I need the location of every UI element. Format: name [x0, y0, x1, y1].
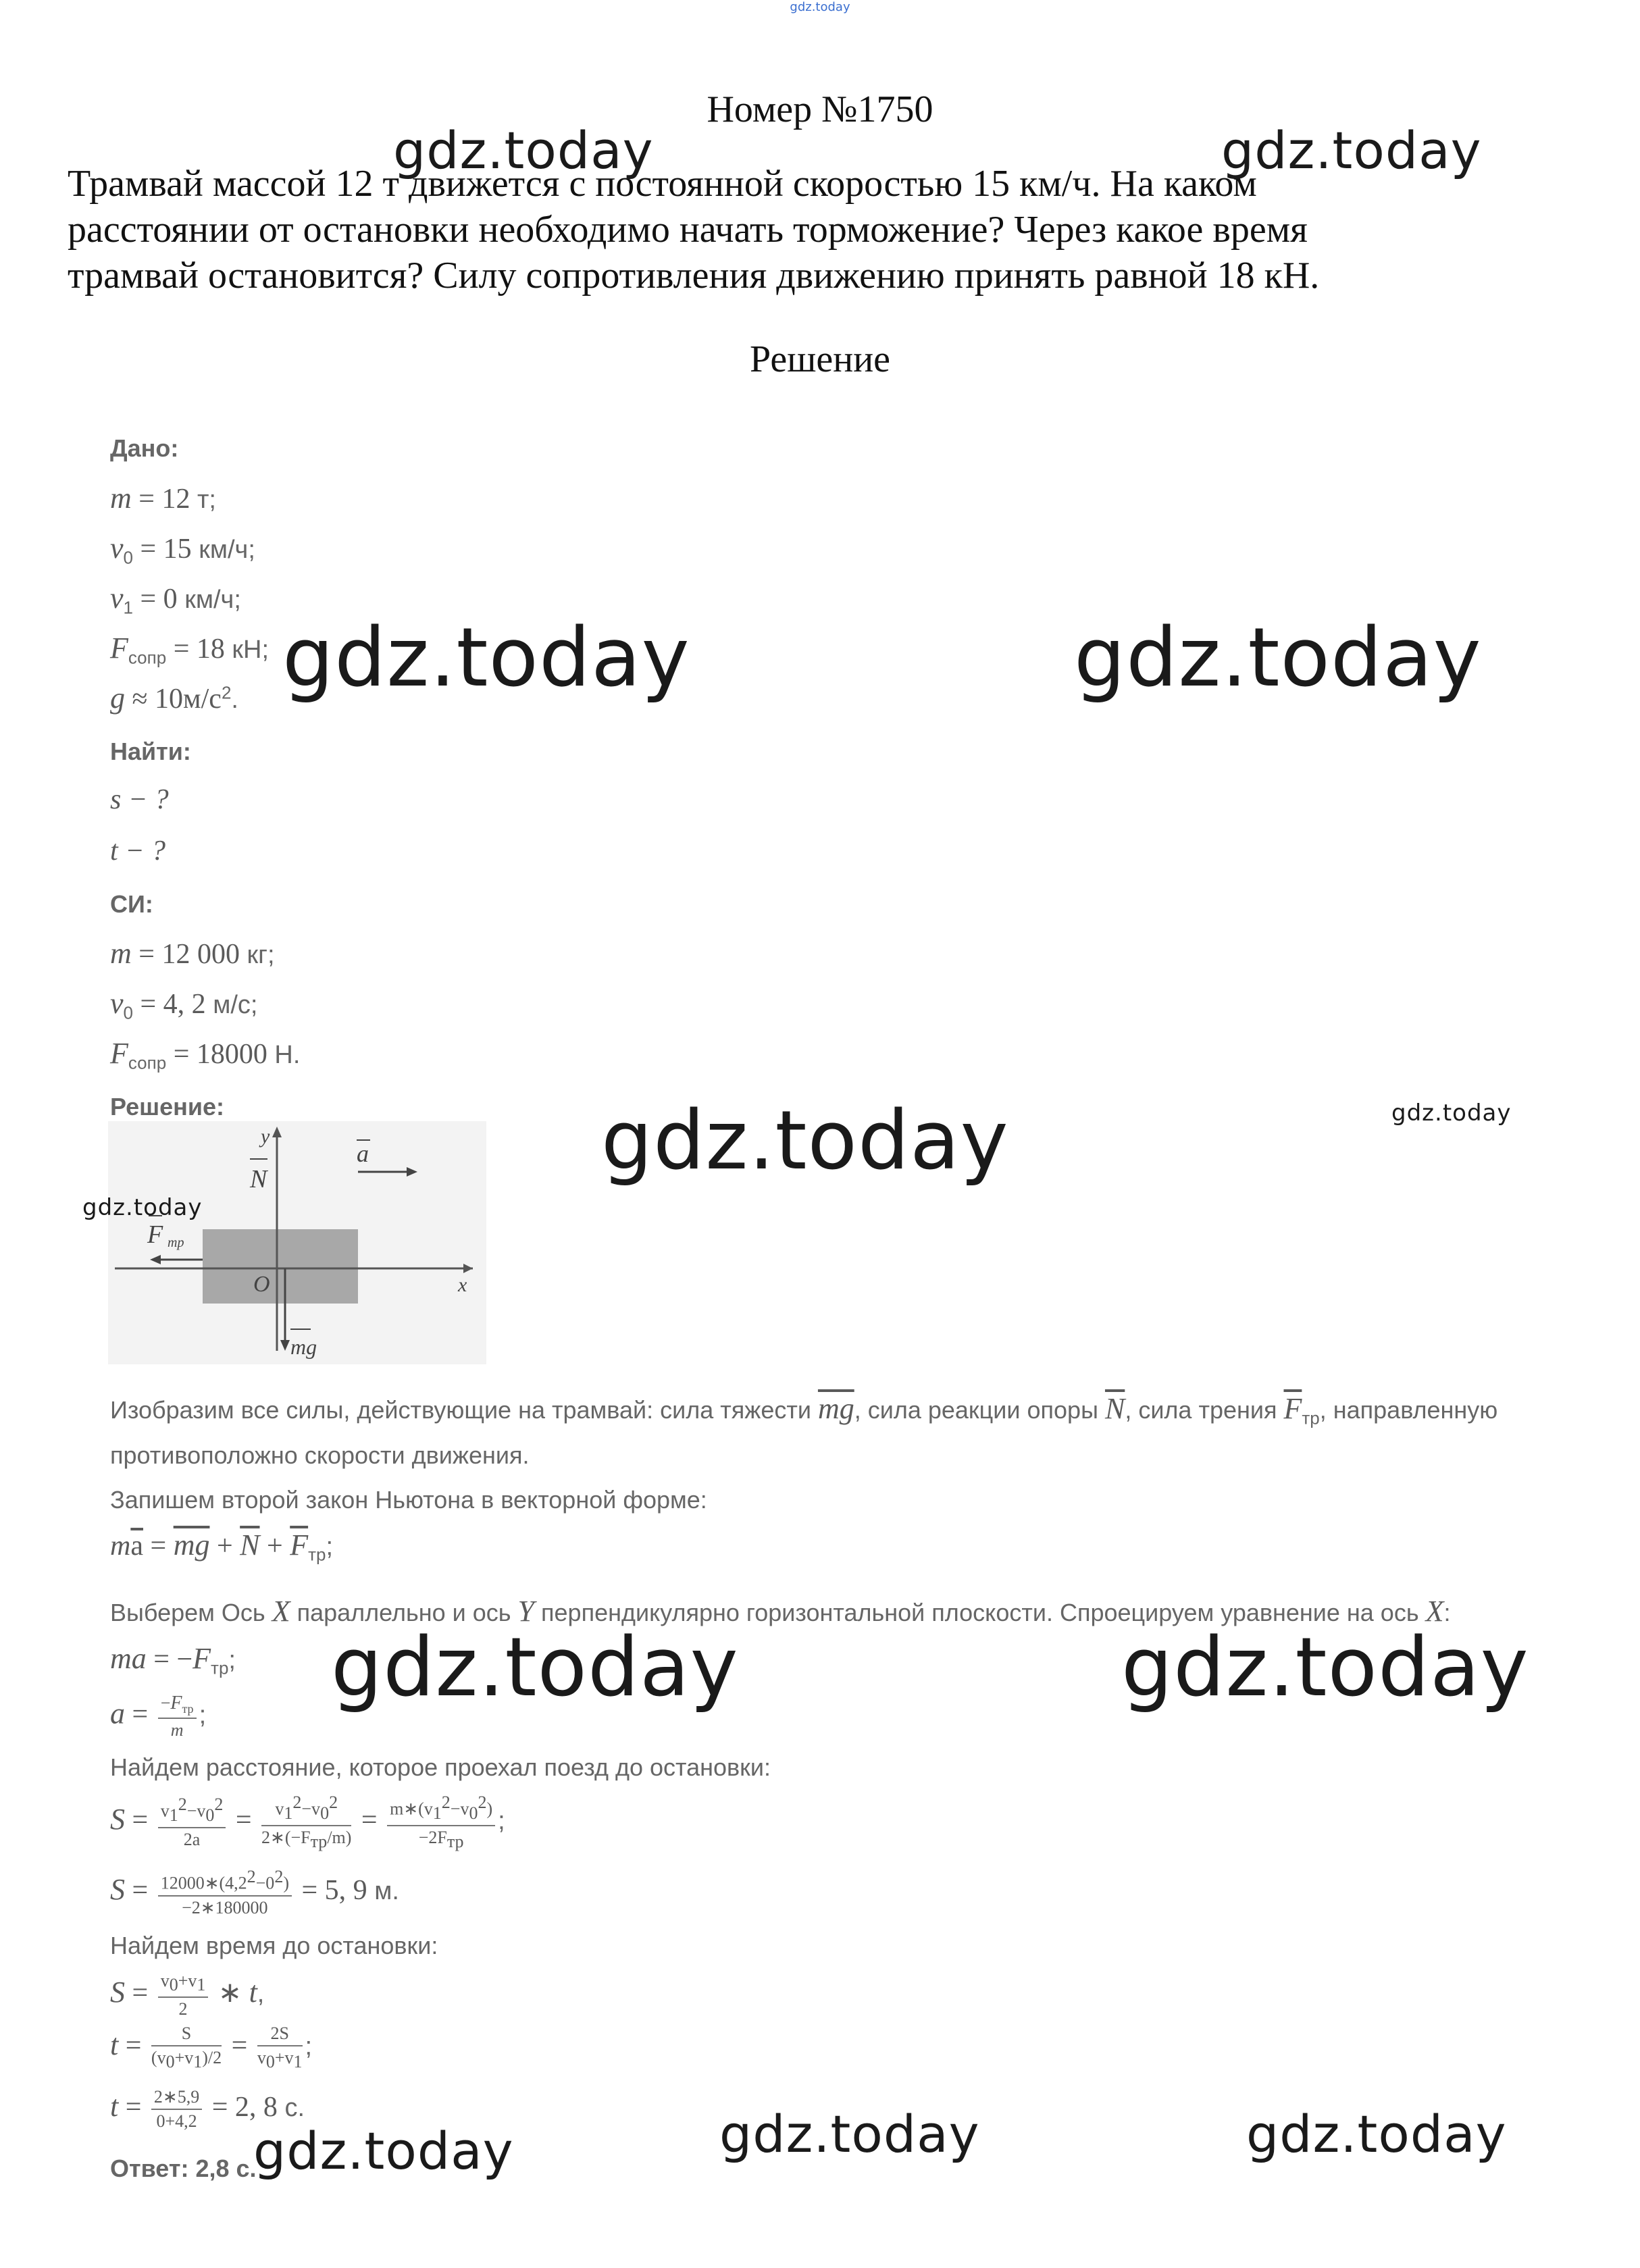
- value: ≈ 10м/с: [125, 684, 222, 715]
- value: = 4, 2: [133, 989, 206, 1020]
- subscript: 0: [123, 547, 133, 568]
- distance-unit: м.: [367, 1876, 399, 1905]
- vec-Ftr: $\overline{F}_{тр}$: [1283, 1392, 1320, 1428]
- time-unit: с.: [277, 2094, 305, 2123]
- text-run: , направленную: [1319, 1396, 1498, 1424]
- friction-arrowhead: [150, 1255, 161, 1264]
- given-label: Дано:: [110, 434, 179, 462]
- given-force: [110, 631, 269, 669]
- watermark: gdz.today: [282, 611, 690, 705]
- solution-heading: Решение: [749, 338, 891, 380]
- solution-label: Решение:: [110, 1093, 225, 1120]
- subscript: сопр: [128, 1052, 167, 1073]
- given-v0: [110, 531, 255, 569]
- unit: т;: [190, 486, 216, 514]
- a-arrowhead: [407, 1167, 417, 1177]
- value: = 12 000: [131, 939, 240, 970]
- problem-statement: [68, 161, 1554, 299]
- text-run: Изобразим все силы, действующие на трамвай: сила тяжести: [110, 1396, 818, 1424]
- force-diagram-svg: [108, 1121, 486, 1364]
- given-v1: [110, 581, 241, 619]
- tram-body: [203, 1229, 358, 1304]
- watermark: gdz.today: [253, 2121, 514, 2181]
- value: = 18: [166, 634, 225, 665]
- y-label: y: [261, 1125, 270, 1148]
- answer-label: Ответ:: [110, 2155, 189, 2182]
- newton-text: Запишем второй закон Ньютона в векторной форме:: [110, 1486, 707, 1514]
- acceleration-formula: a = $\frac{-F_{тр}}{m}$ ;: [110, 1693, 207, 1741]
- unit: Н.: [267, 1041, 301, 1069]
- subscript: 0: [123, 1002, 133, 1023]
- time-text: Найдем время до остановки:: [110, 1932, 438, 1959]
- symbol: v: [110, 582, 124, 615]
- find-t: [110, 835, 165, 867]
- value: = 0: [133, 584, 178, 615]
- unit: кг;: [239, 941, 275, 969]
- symbol: m: [110, 482, 132, 515]
- value: = 12: [131, 484, 190, 515]
- text-run: , сила реакции опоры: [854, 1396, 1105, 1424]
- distance-result: S = $\frac{12000∗(4,2^2-0^2)}{-2∗180000}$ = 5, 9 м.: [110, 1867, 399, 1917]
- si-v0: [110, 986, 258, 1024]
- distance-text: Найдем расстояние, которое проехал поезд до остановки:: [110, 1753, 771, 1781]
- y-axis-arrow: [272, 1127, 282, 1137]
- find-label: Найти:: [110, 738, 191, 765]
- watermark: gdz.today: [719, 2104, 980, 2164]
- forces-text: [110, 1391, 1497, 1429]
- O-label: O: [253, 1272, 270, 1297]
- si-mass: [110, 936, 275, 971]
- forces-text-cont: противоположно скорости движения.: [110, 1441, 530, 1469]
- si-label: СИ:: [110, 890, 153, 918]
- symbol: g: [110, 681, 125, 715]
- F-subscript: тр: [168, 1235, 184, 1250]
- symbol: m: [110, 937, 132, 970]
- time-value: = 2, 8: [205, 2092, 278, 2123]
- time-formula-2: t = $\frac{S}{(v_0+v_1)/2}$ = $\frac{2S}{v_0+v_1}$ ;: [110, 2024, 313, 2072]
- mg-arrowhead: [280, 1340, 290, 1351]
- text-run: , сила трения: [1125, 1396, 1284, 1424]
- given-mass: [110, 481, 216, 515]
- distance-formula: S = $\frac{v_1^2-v_0^2}{2a}$ = $\frac{v_1^2-v_0^2}{2∗(-F_{тр}/m)}$ = $\frac{m∗(v_1^2-v_0^2)}{-2F_{тр}}$ ;: [110, 1793, 505, 1852]
- find-item: s − ?: [110, 784, 169, 815]
- watermark: gdz.today: [393, 120, 654, 180]
- vec-mg: $\overline{mg}$: [817, 1392, 854, 1425]
- value: = 18000: [166, 1039, 267, 1070]
- projection-formula: ma = $-F_{тр}$;: [110, 1642, 236, 1678]
- watermark: gdz.today: [601, 1094, 1009, 1188]
- watermark: gdz.today: [1391, 1100, 1512, 1127]
- page-title: Номер №1750: [707, 88, 933, 130]
- watermark: gdz.today: [82, 1194, 203, 1221]
- subscript: сопр: [128, 647, 167, 668]
- unit: км/ч;: [177, 586, 241, 614]
- symbol: v: [110, 987, 124, 1020]
- x-axis-arrow: [463, 1264, 473, 1273]
- F-label: F: [147, 1220, 163, 1249]
- unit: км/ч;: [191, 536, 255, 564]
- top-watermark: gdz.today: [790, 0, 850, 14]
- x-label: x: [458, 1274, 467, 1296]
- unit: кН;: [224, 636, 270, 664]
- watermark: gdz.today: [331, 1621, 739, 1715]
- superscript: 2: [221, 682, 232, 703]
- unit: м/с;: [205, 991, 258, 1019]
- subscript: 1: [123, 597, 133, 618]
- given-g: [110, 681, 238, 715]
- symbol: F: [110, 632, 128, 665]
- watermark: gdz.today: [1246, 2104, 1507, 2164]
- si-force: [110, 1036, 300, 1074]
- unit: .: [231, 686, 238, 714]
- distance-value: = 5, 9: [294, 1874, 367, 1906]
- newton-vector-formula: $m\overline{a} = \overline{mg} + \overline{N} + \overline{F}_{тр}$;: [110, 1528, 334, 1565]
- text-run: Выберем Ось: [110, 1599, 272, 1626]
- a-label: a: [357, 1140, 369, 1167]
- text-run: :: [1443, 1599, 1451, 1626]
- axis-text: Выберем Ось X параллельно и ось Y перпендикулярно горизонтальной плоскости. Спроецируем уравнение на ось X:: [110, 1595, 1451, 1628]
- answer: [110, 2155, 257, 2183]
- symbol: F: [110, 1037, 128, 1070]
- find-s: [110, 783, 169, 816]
- watermark: gdz.today: [1221, 120, 1482, 180]
- find-item: t − ?: [110, 835, 166, 867]
- mg-label: mg: [290, 1335, 317, 1359]
- value: = 15: [133, 534, 192, 565]
- text-run: параллельно и ось: [290, 1599, 518, 1626]
- problem-line: трамвай остановится? Силу сопротивления движению принять равной 18 кН.: [68, 255, 1320, 297]
- N-label: N: [250, 1165, 267, 1193]
- vec-N: $\overline{N}$: [1104, 1392, 1125, 1425]
- time-result: t = $\frac{2∗5,9}{0+4,2}$ = 2, 8 с.: [110, 2087, 305, 2131]
- force-diagram: [108, 1121, 486, 1364]
- time-formula-1: S = $\frac{v_0+v_1}{2}$ ∗ t,: [110, 1971, 265, 2019]
- problem-line: Трамвай массой 12 т движется с постоянной скоростью 15 км/ч. На каком: [68, 163, 1257, 205]
- text-run: перпендикулярно горизонтальной плоскости. Спроецируем уравнение на ось: [534, 1599, 1426, 1626]
- answer-value: 2,8 с.: [188, 2155, 257, 2182]
- symbol: v: [110, 532, 124, 565]
- watermark: gdz.today: [1074, 611, 1482, 705]
- watermark: gdz.today: [1121, 1621, 1529, 1715]
- problem-line: расстоянии от остановки необходимо начать торможение? Через какое время: [68, 209, 1308, 251]
